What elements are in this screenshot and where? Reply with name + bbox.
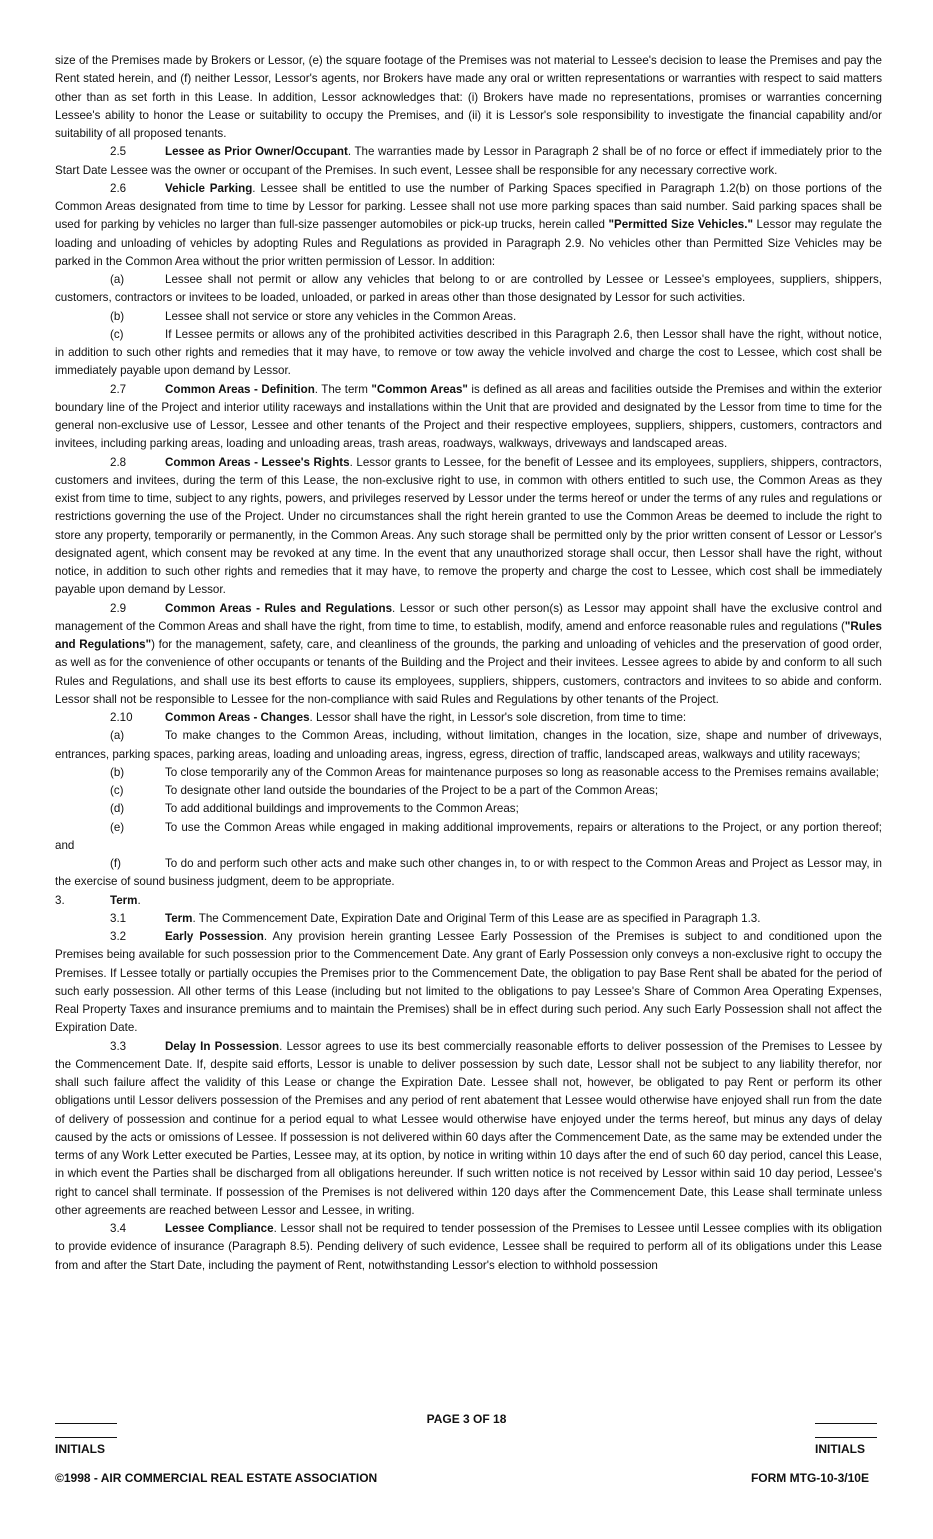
section-text: Lessee shall be entitled to use the number of Parking Spaces specified in Paragraph 1.2(b) on those portions of the Common Areas designated from time to time by Lessor for parking. Lessee shall not use more parking spaces than said number. Said parking spaces shall be used for parking by vehicles no larger than full-size passenger automobiles or pick-up trucks, herein called — [55, 181, 882, 232]
subsection-2-10-e — [55, 819, 882, 856]
subsection-2-10-d — [55, 800, 882, 818]
initials-line-left-2 — [55, 1437, 117, 1438]
section-text: Lessor may regulate the loading and unloading of vehicles by adopting Rules and Regulations as provided in Paragraph 2.9. No vehicles other than Permitted Size Vehicles may be parked in the Common Area without the prior written permission of Lessor. In addition: — [55, 218, 882, 268]
subsection-2-10-a — [55, 727, 882, 764]
subsection-2-10-f — [55, 855, 882, 892]
section-title: Common Areas - Rules and Regulations — [165, 601, 393, 615]
section-2-9: 2.9 Common Areas - Rules and Regulations. Lessor or such other person(s) as Lessor may appoint shall have the exclusive control and management of the Common Areas and shall have the right, from time to time, to establish, modify, amend and enforce reasonable rules and regulations ("Rules and Regulations") for the management, safety, care, and cleanliness of the grounds, the parking and unloading of vehicles and the preservation of good order, as well as for the convenience of other occupants or tenants of the Building and the Project and their invitees. Lessee agrees to abide by and conform to all such Rules and Regulations, and shall use its best efforts to cause its employees, suppliers, shippers, customers, contractors and invitees to so abide and conform. Lessor shall not be responsible to Lessee for the non-compliance with said Rules and Regulations by other tenants of the Project. — [55, 601, 883, 706]
section-3-heading: 3. Term. — [55, 892, 882, 910]
subsection-label: (c) — [110, 784, 124, 797]
section-2-5: 2.5 Lessee as Prior Owner/Occupant. The warranties made by Lessor in Paragraph 2 shall be of no force or effect if immediately prior to the Start Date Lessee was the owner or occupant of the Premises. In such event, Lessee shall be responsible for any necessary corrective work. — [55, 145, 882, 177]
subsection-text: If Lessee permits or allows any of the prohibited activities described in this Paragraph 2.6, then Lessor shall have the right, without notice, in addition to such other rights and remedies that it may have, to remove or tow away the vehicle involved and charge the cost to Lessee, which cost shall be immediately payable upon demand by Lessor. — [55, 327, 882, 378]
section-number: 2.8 — [110, 455, 127, 469]
subsection-2-10-b — [55, 764, 882, 782]
section-title: Early Possession — [165, 930, 264, 943]
subsection-2-6-b — [55, 308, 882, 326]
section-title: Delay In Possession — [165, 1039, 280, 1053]
form-number: FORM MTG-10-3/10E — [750, 1471, 869, 1485]
section-text: is defined as all areas and facilities outside the Premises and within the exterior boundary line of the Project and interior utility raceways and installations within the Unit that are provided and designated by the Lessor from time to time for the general non-exclusive use of Lessor, Lessee and other tenants of the Project and their respective employees, suppliers, shippers, customers, contractors and invitees, including parking areas, loading and unloading areas, trash areas, roadways, walkways, driveways and landscaped areas. — [55, 382, 883, 451]
section-title: Common Areas - Definition — [165, 382, 315, 396]
subsection-label: (b) — [110, 309, 125, 323]
section-text: Lessor shall have the right, in Lessor's sole discretion, from time to time: — [312, 711, 687, 724]
subsection-label: (a) — [110, 273, 125, 286]
subsection-text: To add additional buildings and improvements to the Common Areas; — [165, 802, 519, 816]
section-text: The Commencement Date, Expiration Date and Original Term of this Lease are as specified in Paragraph 1.3. — [195, 911, 761, 925]
subsection-text: To use the Common Areas while engaged in making additional improvements, repairs or alterations to the Project, or any portion thereof; and — [55, 820, 882, 852]
subsection-2-6-a — [55, 271, 882, 308]
subsection-text: To close temporarily any of the Common Areas for maintenance purposes so long as reasonable access to the Premises remains available; — [165, 765, 880, 779]
section-3-3: 3.3 Delay In Possession. Lessor agrees to use its best commercially reasonable efforts to deliver possession of the Premises to Lessee by the Commencement Date. If, despite said efforts, Lessor is unable to deliver possession by such date, Lessor shall not be subject to any liability therefor, nor shall such failure affect the validity of this Lease or change the Expiration Date. Lessee shall not, however, be obligated to pay Rent or perform its other obligations until Lessor delivers possession of the Premises and any period of rent abatement that Lessee would otherwise have enjoyed shall run from the date of delivery of possession and continue for a period equal to what Lessee would otherwise have enjoyed under the terms hereof, but minus any days of delay caused by the acts or omissions of Lessee. If possession is not delivered within 60 days after the Commencement Date, as the same may be extended under the terms of any Work Letter executed be Parties, Lessee may, at its option, by notice in writing within 10 days after the end of such 60 day period, cancel this Lease, in which event the Parties shall be discharged from all obligations hereunder. If such written notice is not received by Lessor within said 10 day period, Lessee's right to cancel shall terminate. If possession of the Premises is not delivered within 120 days after the Commencement Date, this Lease shall terminate unless other agreements are reached between Lessor and Lessee, in writing. — [55, 1039, 883, 1217]
section-3-1: 3.1 Term. The Commencement Date, Expiration Date and Original Term of this Lease are as specified in Paragraph 1.3. — [55, 910, 882, 928]
subsection-label: (b) — [110, 765, 125, 779]
section-2-10: 2.10 Common Areas - Changes. Lessor shall have the right, in Lessor's sole discretion, from time to time: — [55, 709, 882, 727]
section-number: 2.10 — [110, 711, 133, 724]
subsection-label: (d) — [110, 802, 125, 816]
initials-line-left — [55, 1423, 117, 1424]
section-title: Vehicle Parking — [165, 181, 253, 195]
section-2-8: 2.8 Common Areas - Lessee's Rights. Lessor grants to Lessee, for the benefit of Lessee and its employees, suppliers, shippers, contractors, customers and invitees, during the term of this Lease, the non-exclusive right to use, in common with others entitled to such use, the Common Areas as they exist from time to time, subject to any rights, powers, and privileges reserved by Lessor under the terms hereof or under the terms of any rules and regulations or restrictions governing the use of the Project. Under no circumstances shall the right herein granted to use the Common Areas be deemed to include the right to store any property, temporarily or permanently, in the Common Areas. Any such storage shall be permitted only by the prior written consent of Lessor or Lessor's designated agent, which consent may be revoked at any time. In the event that any unauthorized storage shall occur, then Lessor shall have the right, without notice, in addition to such other rights and remedies that it may have, to remove the property and charge the cost to Lessee, which cost shall be immediately payable upon demand by Lessor. — [55, 455, 883, 597]
section-text: Lessor agrees to use its best commercially reasonable efforts to deliver possession of the Premises to Lessee by the Commencement Date. If, despite said efforts, Lessor is unable to deliver possession by such date, Lessor shall not be subject to any liability therefor, nor shall such failure affect the validity of this Lease or change the Expiration Date. Lessee shall not, however, be obligated to pay Rent or perform its other obligations until Lessor delivers possession of the Premises and any period of rent abatement that Lessee would otherwise have enjoyed shall run from the date of delivery of possession and continue for a period equal to what Lessee would otherwise have enjoyed under the terms hereof, but minus any days of delay caused by the acts or omissions of Lessee. If possession is not delivered within 60 days after the Commencement Date, as the same may be extended under the terms of any Work Letter executed be Parties, Lessee may, at its option, by notice in writing within 10 days after the end of such 60 day period, cancel this Lease, in which event the Parties shall be discharged from all obligations hereunder. If such written notice is not received by Lessor within said 10 day period, Lessee's right to cancel shall terminate. If possession of the Premises is not delivered within 120 days after the Commencement Date, this Lease shall terminate unless other agreements are reached between Lessor and Lessee, in writing. — [55, 1039, 883, 1217]
subsection-2-10-c — [55, 782, 882, 800]
paragraph-intro: size of the Premises made by Brokers or Lessor, (e) the square footage of the Premises was not material to Lessee's decision to lease the Premises and pay the Rent stated herein, and (f) neither Lessor, Lessor's agents, nor Brokers have made any oral or written representations or warranties with respect to said matters other than as set forth in this Lease. In addition, Lessor acknowledges that: (i) Brokers have made no representations, promises or warranties concerning Lessee's ability to honor the Lease or suitability to occupy the Premises, and (ii) it is Lessor's sole responsibility to investigate the financial capability and/or suitability of all proposed tenants. — [55, 54, 882, 140]
subsection-label: (e) — [110, 820, 125, 834]
section-number: 2.5 — [110, 145, 127, 159]
subsection-label: (f) — [110, 857, 121, 870]
section-text: The term — [318, 382, 372, 396]
subsection-2-6-c — [55, 326, 882, 381]
initials-line-right — [815, 1423, 877, 1424]
section-text: The warranties made by Lessor in Paragraph 2 shall be of no force or effect if immediately prior to the Start Date Lessee was the owner or occupant of the Premises. In such event, Lessee shall be responsible for any necessary corrective work. — [55, 145, 882, 177]
subsection-text: To make changes to the Common Areas, including, without limitation, changes in the location, size, shape and number of driveways, entrances, parking spaces, parking areas, loading and unloading areas, ingress, egress, direction of traffic, landscaped areas, walkways and utility raceways; — [55, 729, 882, 761]
section-text: Lessor grants to Lessee, for the benefit of Lessee and its employees, suppliers, shippers, contractors, customers and invitees, during the term of this Lease, the non-exclusive right to use, in common with others entitled to such use, the Common Areas as they exist from time to time, subject to any rights, powers, and privileges reserved by Lessor under the terms hereof or under the terms of any rules and regulations or restrictions governing the use of the Project. Under no circumstances shall the right herein granted to use the Common Areas be deemed to include the right to store any property, temporarily or permanently, in the Common Areas. Any such storage shall be permitted only by the prior written consent of Lessor or Lessor's designated agent, which consent may be revoked at any time. In the event that any unauthorized storage shall occur, then Lessor shall have the right, without notice, in addition to such other rights and remedies that it may have, to remove the property and charge the cost to Lessee, which cost shall be immediately payable upon demand by Lessor. — [55, 455, 883, 597]
initials-label-right: INITIALS — [815, 1442, 865, 1456]
section-title: Common Areas - Changes — [165, 711, 310, 724]
subsection-text: To designate other land outside the boundaries of the Project to be a part of the Common Areas; — [165, 784, 659, 797]
section-title: Lessee Compliance — [165, 1222, 274, 1235]
subsection-text: Lessee shall not permit or allow any vehicles that belong to or are controlled by Lessee or Lessee's employees, suppliers, shippers, customers, contractors or invitees to be loaded, unloaded, or parked in areas other than those designated by Lessor for such activities. — [55, 273, 882, 305]
section-title: Term — [165, 911, 193, 925]
subsection-label: (a) — [110, 729, 125, 743]
section-text: ) for the management, safety, care, and cleanliness of the grounds, the parking and unloading of vehicles and the preservation of good order, as well as for the convenience of other occupants or tenants of the Building and the Project and their invitees. Lessee agrees to abide by and conform to all such Rules and Regulations, and shall use its best efforts to cause its employees, suppliers, shippers, customers, contractors and invitees to so abide and conform. Lessor shall not be responsible to Lessee for the non-compliance with said Rules and Regulations by other tenants of the Project. — [55, 638, 882, 706]
section-title: Common Areas - Lessee's Rights — [165, 455, 350, 469]
copyright-notice: ©1998 - AIR COMMERCIAL REAL ESTATE ASSOCIATION — [55, 1471, 378, 1485]
section-title: Lessee as Prior Owner/Occupant — [165, 145, 348, 159]
section-3-2: 3.2 Early Possession. Any provision herein granting Lessee Early Possession of the Premises is subject to and conditioned upon the Premises being available for such possession prior to the Commencement Date. Any grant of Early Possession only conveys a non-exclusive right to occupy the Premises. If Lessee totally or partially occupies the Premises prior to the Commencement Date, the obligation to pay Base Rent shall be abated for the period of such early possession. All other terms of this Lease (including but not limited to the obligations to pay Lessee's Share of Common Area Operating Expenses, Real Property Taxes and insurance premiums and to maintain the Premises) shall be in effect during such period. Any such Early Possession shall not affect the Expiration Date. — [55, 930, 882, 1035]
section-2-6: 2.6 Vehicle Parking. Lessee shall be entitled to use the number of Parking Spaces specified in Paragraph 1.2(b) on those portions of the Common Areas designated from time to time by Lessor for parking. Lessee shall not use more parking spaces than said number. Said parking spaces shall be used for parking by vehicles no larger than full-size passenger automobiles or pick-up trucks, herein called "Permitted Size Vehicles." Lessor may regulate the loading and unloading of vehicles by adopting Rules and Regulations as provided in Paragraph 2.9. No vehicles other than Permitted Size Vehicles may be parked in the Common Area without the prior written permission of Lessor. In addition: — [55, 181, 882, 268]
defined-term: "Permitted Size Vehicles." — [608, 218, 753, 232]
initials-line-right-2 — [815, 1437, 877, 1438]
defined-term: "Rules and Regulations" — [55, 619, 882, 651]
initials-label-left: INITIALS — [55, 1442, 105, 1456]
section-number: 3. — [55, 893, 65, 907]
section-number: 2.7 — [110, 382, 127, 396]
section-number: 2.9 — [110, 601, 127, 615]
section-title: Term — [110, 893, 138, 907]
subsection-text: Lessee shall not service or store any vehicles in the Common Areas. — [165, 309, 517, 323]
section-text: Any provision herein granting Lessee Early Possession of the Premises is subject to and conditioned upon the Premises being available for such possession prior to the Commencement Date. Any grant of Early Possession only conveys a non-exclusive right to occupy the Premises. If Lessee totally or partially occupies the Premises prior to the Commencement Date, the obligation to pay Base Rent shall be abated for the period of such early possession. All other terms of this Lease (including but not limited to the obligations to pay Lessee's Share of Common Area Operating Expenses, Real Property Taxes and insurance premiums and to maintain the Premises) shall be in effect during such period. Any such Early Possession shall not affect the Expiration Date. — [55, 930, 882, 1035]
section-text: Lessor shall not be required to tender possession of the Premises to Lessee until Lessee complies with its obligation to provide evidence of insurance (Paragraph 8.5). Pending delivery of such evidence, Lessee shall be required to perform all of its obligations under this Lease from and after the Start Date, including the payment of Rent, notwithstanding Lessor's election to withhold possession — [55, 1222, 883, 1272]
section-number: 3.1 — [110, 911, 127, 925]
subsection-text: To do and perform such other acts and make such other changes in, to or with respect to the Common Areas and Project as Lessor may, in the exercise of sound business judgment, deem to be appropriate. — [55, 857, 882, 889]
subsection-label: (c) — [110, 327, 124, 341]
page-number: PAGE 3 OF 18 — [426, 1412, 507, 1426]
section-3-4: 3.4 Lessee Compliance. Lessor shall not be required to tender possession of the Premises to Lessee until Lessee complies with its obligation to provide evidence of insurance (Paragraph 8.5). Pending delivery of such evidence, Lessee shall be required to perform all of its obligations under this Lease from and after the Start Date, including the payment of Rent, notwithstanding Lessor's election to withhold possession — [55, 1222, 883, 1272]
section-text: Lessor or such other person(s) as Lessor may appoint shall have the exclusive control and management of the Common Areas and shall have the right, from time to time, to establish, modify, amend and enforce reasonable rules and regulations ( — [55, 601, 883, 633]
lease-body — [55, 52, 882, 1275]
section-number: 2.6 — [110, 181, 127, 195]
defined-term: "Common Areas" — [371, 382, 468, 396]
section-number: 3.2 — [110, 930, 127, 943]
section-number: 3.4 — [110, 1222, 127, 1235]
section-2-7: 2.7 Common Areas - Definition. The term "Common Areas" is defined as all areas and facilities outside the Premises and within the exterior boundary line of the Project and interior utility raceways and installations within the Unit that are provided and designated by the Lessor from time to time for the general non-exclusive use of Lessor, Lessee and other tenants of the Project and their respective employees, suppliers, shippers, customers, contractors and invitees, including parking areas, loading and unloading areas, trash areas, roadways, walkways, driveways and landscaped areas. — [55, 382, 883, 451]
section-number: 3.3 — [110, 1039, 127, 1053]
